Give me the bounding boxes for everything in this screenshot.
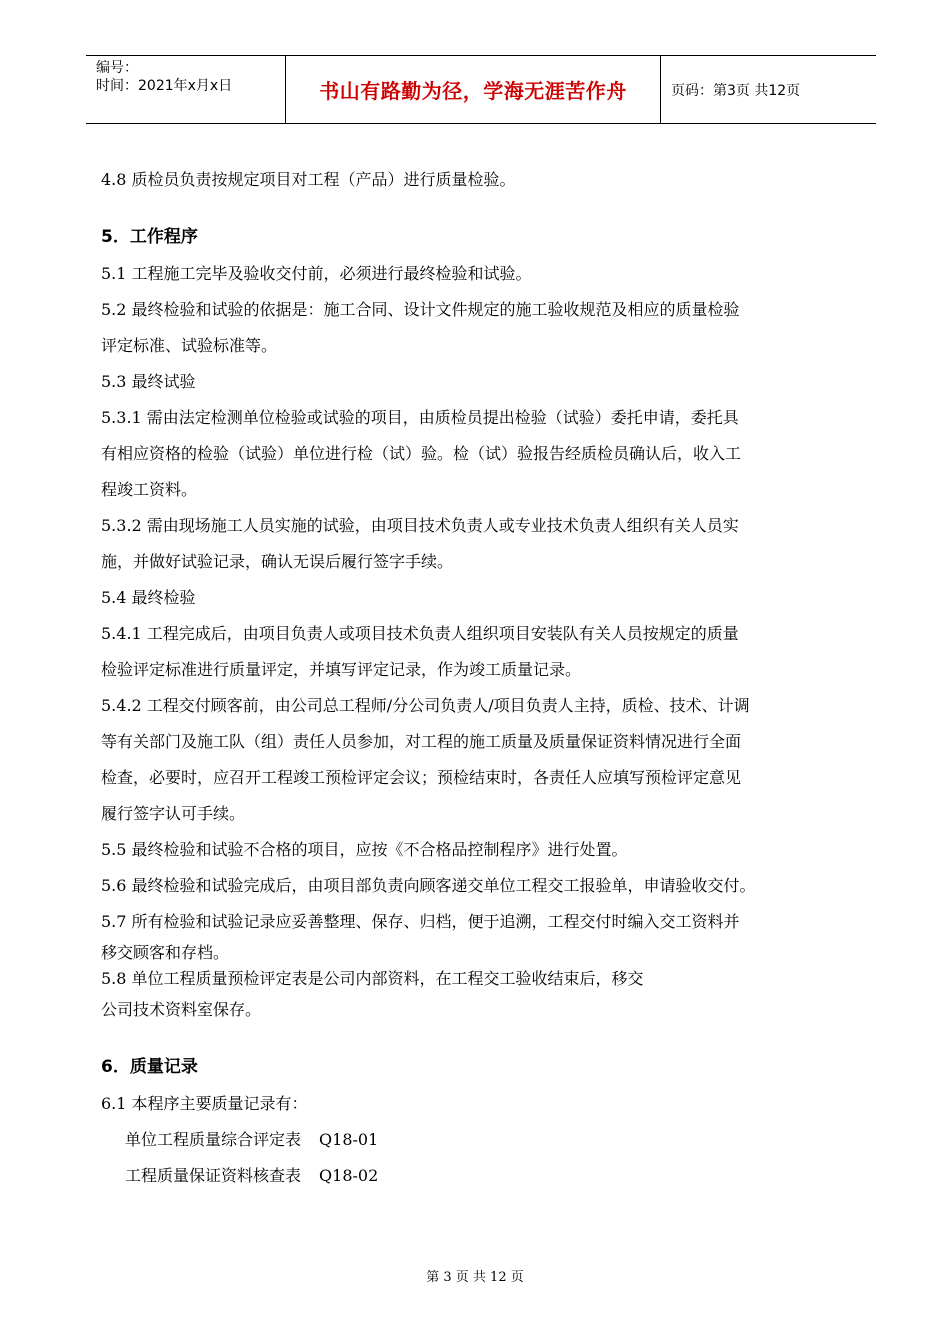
- paragraph-5-5: 5.5 最终检验和试验不合格的项目，应按《不合格品控制程序》进行处置。: [101, 840, 628, 859]
- document-body: [101, 162, 871, 1194]
- paragraph-5-7-line-2: 移交顾客和存档。: [101, 943, 230, 962]
- record-code: Q18-02: [319, 1166, 379, 1185]
- paragraph-5-2-line-1: 5.2 最终检验和试验的依据是：施工合同、设计文件规定的施工验收规范及相应的质量检验: [101, 300, 740, 319]
- doc-date-label: 时间：2021年x月x日: [96, 78, 233, 94]
- paragraph-5-4-1-line-1: 5.4.1 工程完成后，由项目负责人或项目技术负责人组织项目安装队有关人员按规定的质量: [101, 624, 739, 643]
- paragraph-5-4-2-line-1: 5.4.2 工程交付顾客前，由公司总工程师/分公司负责人/项目负责人主持，质检、技术、计调: [101, 696, 750, 715]
- paragraph-5-2-line-2: 评定标准、试验标准等。: [101, 336, 278, 355]
- paragraph-5-4-2-line-3: 检查，必要时，应召开工程竣工预检评定会议；预检结束时，各责任人应填写预检评定意见: [101, 768, 742, 787]
- header-page-info: 页码：第3页 共12页: [671, 82, 801, 99]
- paragraph-5-7-line-1: 5.7 所有检验和试验记录应妥善整理、保存、归档，便于追溯，工程交付时编入交工资料并: [101, 912, 740, 931]
- paragraph-5-3-1-line-2: 有相应资格的检验（试验）单位进行检（试）验。检（试）验报告经质检员确认后，收入工: [101, 444, 742, 463]
- paragraph-5-1: 5.1 工程施工完毕及验收交付前，必须进行最终检验和试验。: [101, 264, 532, 283]
- record-item: [101, 1122, 871, 1158]
- header-meta: [86, 56, 286, 123]
- paragraph-5-4: 5.4 最终检验: [101, 588, 196, 607]
- paragraph-4-8: 4.8 质检员负责按规定项目对工程（产品）进行质量检验。: [101, 170, 516, 189]
- paragraph-5-3-1-line-3: 程竣工资料。: [101, 480, 198, 499]
- paragraph-5-8-line-2: 公司技术资料室保存。: [101, 1000, 262, 1019]
- record-item: [101, 1158, 871, 1194]
- paragraph-5-8-line-1: 5.8 单位工程质量预检评定表是公司内部资料，在工程交工验收结束后，移交: [101, 969, 644, 988]
- page-header: [86, 55, 876, 124]
- section-heading-6: 6．质量记录: [101, 1057, 198, 1077]
- paragraph-5-4-2-line-4: 履行签字认可手续。: [101, 804, 246, 823]
- paragraph-6-1: 6.1 本程序主要质量记录有：: [101, 1094, 308, 1113]
- paragraph-5-4-1-line-2: 检验评定标准进行质量评定，并填写评定记录，作为竣工质量记录。: [101, 660, 582, 679]
- paragraph-5-3-2-line-2: 施，并做好试验记录，确认无误后履行签字手续。: [101, 552, 454, 571]
- paragraph-5-6: 5.6 最终检验和试验完成后，由项目部负责向顾客递交单位工程交工报验单，申请验收交付。: [101, 876, 756, 895]
- doc-number-label: 编号：: [96, 60, 138, 76]
- page-footer: 第 3 页 共 12 页: [426, 1270, 524, 1285]
- section-heading-5: 5．工作程序: [101, 227, 198, 247]
- header-motto: 书山有路勤为径，学海无涯苦作舟: [286, 56, 661, 123]
- paragraph-5-3-1-line-1: 5.3.1 需由法定检测单位检验或试验的项目，由质检员提出检验（试验）委托申请，委托具: [101, 408, 739, 427]
- paragraph-5-4-2-line-2: 等有关部门及施工队（组）责任人员参加，对工程的施工质量及质量保证资料情况进行全面: [101, 732, 742, 751]
- record-name: 单位工程质量综合评定表: [125, 1130, 302, 1149]
- record-name: 工程质量保证资料核查表: [125, 1166, 302, 1185]
- paragraph-5-3: 5.3 最终试验: [101, 372, 196, 391]
- record-code: Q18-01: [319, 1130, 379, 1149]
- paragraph-5-3-2-line-1: 5.3.2 需由现场施工人员实施的试验，由项目技术负责人或专业技术负责人组织有关人员实: [101, 516, 739, 535]
